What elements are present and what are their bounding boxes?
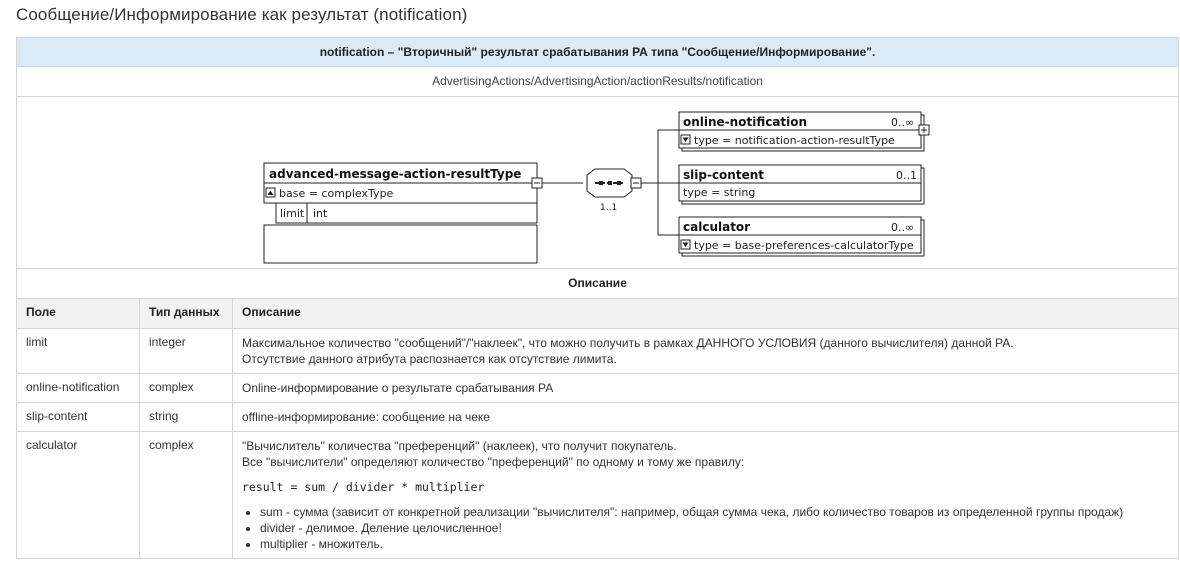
description-line: Максимальное количество "сообщений"/"наклеек", что можно получить в рамках ДАННОГО УСЛОВИЯ (данного вычислителя) данной РА. xyxy=(242,336,1014,350)
fields-table xyxy=(17,299,1178,559)
field-name: calculator xyxy=(17,432,140,559)
formula-terms-list xyxy=(242,504,1169,552)
sequence-compositor xyxy=(587,169,641,213)
formula-code: result = sum / divider * multiplier xyxy=(242,480,485,494)
element-name: slip-content xyxy=(683,168,764,182)
field-type: complex xyxy=(140,432,233,559)
element-type: type = string xyxy=(683,186,756,199)
page-title: Сообщение/Информирование как результат (notification) xyxy=(16,5,468,24)
field-description xyxy=(233,432,1179,559)
element-type: type = base-preferences-calculatorType xyxy=(694,239,914,252)
field-name: slip-content xyxy=(17,403,140,432)
table-row xyxy=(17,403,1178,432)
list-item: • sum - сумма (зависит от конкретной реализации "вычислителя": например, общая сумма чека, либо количество товаров из определенной группы продаж) xyxy=(260,504,1169,520)
schema-diagram xyxy=(17,97,1178,269)
field-type: string xyxy=(140,403,233,432)
list-item: • multiplier - множитель. xyxy=(260,536,1169,552)
element-type: type = notification-action-resultType xyxy=(694,134,895,147)
element-cardinality: 0..1 xyxy=(896,169,917,182)
element-calculator xyxy=(679,217,924,256)
field-description xyxy=(233,329,1179,374)
field-name: limit xyxy=(17,329,140,374)
field-type: complex xyxy=(140,374,233,403)
description-line: offline-информирование: сообщение на чеке xyxy=(242,410,490,424)
table-row xyxy=(17,329,1178,374)
field-type: integer xyxy=(140,329,233,374)
root-type-box xyxy=(264,163,542,263)
description-line: Online-информирование о результате срабатывания РА xyxy=(242,381,554,395)
element-header: notification – "Вторичный" результат срабатывания РА типа "Сообщение/Информирование". xyxy=(17,37,1178,67)
element-path: AdvertisingActions/AdvertisingAction/actionResults/notification xyxy=(17,67,1178,97)
element-cardinality: 0..∞ xyxy=(891,116,915,129)
root-type-base: base = complexType xyxy=(279,187,394,200)
root-type-name: advanced-message-action-resultType xyxy=(269,167,522,181)
schema-doc-table xyxy=(16,37,1179,559)
attr-type: int xyxy=(313,207,328,220)
table-header-row xyxy=(17,299,1178,329)
element-slip-content xyxy=(679,165,924,204)
description-line: "Вычислитель" количества "преференций" (наклеек), что получит покупатель. xyxy=(242,439,677,453)
element-name: online-notification xyxy=(683,115,808,129)
description-line: Отсутствие данного атрибута распознается как отсутствие лимита. xyxy=(242,352,617,366)
column-header-description: Описание xyxy=(233,299,1179,329)
field-description xyxy=(233,403,1179,432)
sequence-cardinality: 1..1 xyxy=(600,203,618,213)
table-row xyxy=(17,374,1178,403)
description-title: Описание xyxy=(17,269,1178,299)
field-description xyxy=(233,374,1179,403)
attr-name: limit xyxy=(280,207,305,220)
column-header-type: Тип данных xyxy=(140,299,233,329)
schema-diagram-svg xyxy=(17,97,1178,269)
description-line: Все "вычислители" определяют количество "преференций" по одному и тому же правилу: xyxy=(242,455,745,469)
list-item: • divider - делимое. Деление целочисленное! xyxy=(260,520,1169,536)
column-header-field: Поле xyxy=(17,299,140,329)
element-name: calculator xyxy=(683,220,751,234)
field-name: online-notification xyxy=(17,374,140,403)
element-cardinality: 0..∞ xyxy=(891,221,915,234)
element-online-notification xyxy=(679,112,929,151)
table-row xyxy=(17,432,1178,559)
